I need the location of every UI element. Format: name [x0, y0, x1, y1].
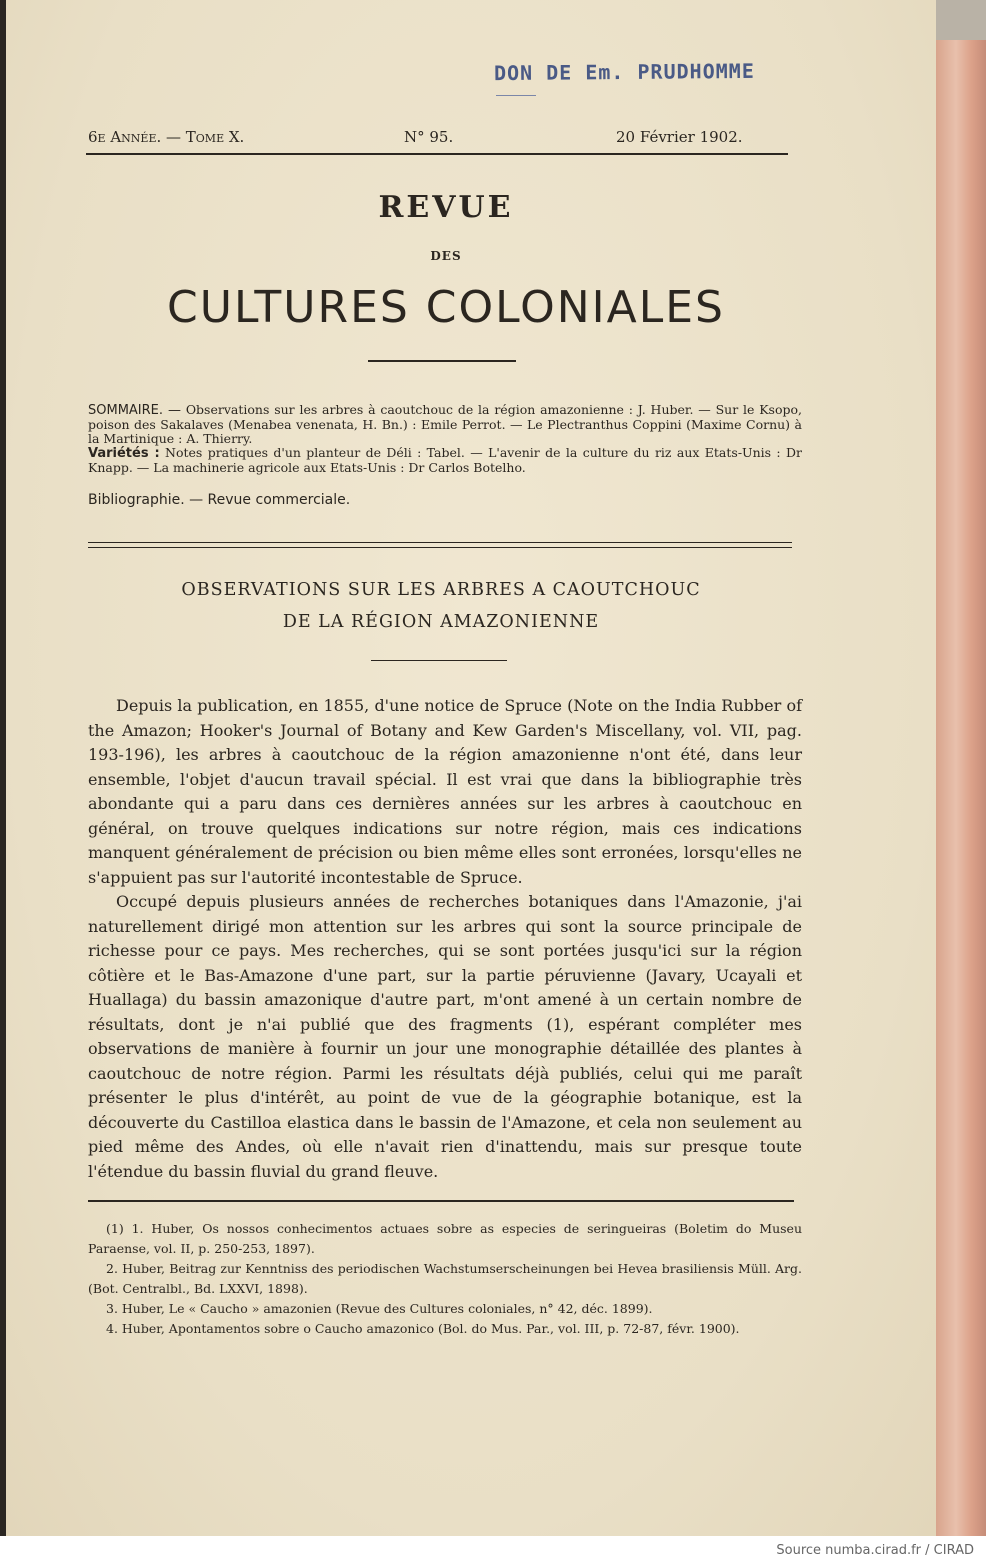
masthead-rule	[368, 360, 516, 362]
issue-number: N° 95.	[404, 128, 454, 146]
article-title-line1: OBSERVATIONS SUR LES ARBRES A CAOUTCHOUC	[181, 580, 701, 600]
varietes-text: Notes pratiques d'un planteur de Déli : Tabel. — L'avenir de la culture du riz aux Etats-Unis : Dr Knapp. — La machinerie agricole aux Etats-Unis : Dr Carlos Botelho.	[88, 445, 802, 475]
book-spine	[936, 0, 986, 1536]
bibliographie-line: Bibliographie. — Revue commerciale.	[88, 492, 351, 508]
donation-stamp: DON DE Em. PRUDHOMME	[493, 58, 755, 86]
masthead-des: DES	[430, 249, 462, 263]
sommaire-text: Observations sur les arbres à caoutchouc de la région amazonienne : J. Huber. — Sur le Ksopo, poison des Sakalaves (Menabea venenata, H. Bn.) : Emile Perrot. — Le Plectranthus Coppini (Maxime Cornu) à la Martinique : A. Thierry.	[88, 402, 802, 446]
footnote: 4. Huber, Apontamentos sobre o Caucho amazonico (Bol. do Mus. Par., vol. III, p. 72-87, févr. 1900).	[106, 1321, 740, 1336]
footnote: 3. Huber, Le « Caucho » amazonien (Revue des Cultures coloniales, n° 42, déc. 1899).	[106, 1301, 653, 1316]
table-of-contents	[88, 403, 802, 475]
article-body	[88, 694, 802, 1184]
masthead-title: CULTURES COLONIALES	[167, 282, 725, 333]
masthead-revue: REVUE	[378, 190, 514, 225]
sommaire-label: SOMMAIRE. —	[88, 403, 181, 418]
section-rule-top	[88, 542, 792, 543]
article-paragraph: Depuis la publication, en 1855, d'une notice de Spruce (Note on the India Rubber of the Amazon; Hooker's Journal of Botany and Kew Garden's Miscellany, vol. VII, pag. 193-196), les arbres à caoutchouc de la région amazonienne n'ont été, dans leur ensemble, l'objet d'aucun travail spécial. Il est vrai que dans la bibliographie très abondante qui a paru dans ces dernières années sur les arbres à caoutchouc en général, on trouve quelques indications sur notre région, mais ces indications manquent généralement de précision ou bien même elles sont erronées, lorsqu'elles ne s'appuient pas sur l'autorité incontestable de Spruce.	[88, 696, 802, 887]
varietes-label: Variétés :	[88, 446, 160, 461]
footnote: 2. Huber, Beitrag zur Kenntniss des periodischen Wachstumserscheinungen bei Hevea brasiliensis Müll. Arg. (Bot. Centralbl., Bd. LXXVI, 1898).	[88, 1261, 802, 1296]
article-title-line2: DE LA RÉGION AMAZONIENNE	[282, 612, 600, 632]
issue-date: 20 Février 1902.	[616, 128, 743, 146]
article-paragraph: Occupé depuis plusieurs années de recherches botaniques dans l'Amazonie, j'ai naturellement dirigé mon attention sur les arbres qui sont la source principale de richesse pour ce pays. Mes recherches, qui se sont portées jusqu'ici sur la région côtière et le Bas-Amazone d'une part, sur la partie péruvienne (Javary, Ucayali et Huallaga) du bassin amazonique d'autre part, m'ont amené à un certain nombre de résultats, dont je n'ai publié que des fragments (1), espérant compléter mes observations de manière à fournir un jour une monographie détaillée des plantes à caoutchouc de notre région. Parmi les résultats déjà publiés, celui qui me paraît présenter le plus d'intérêt, au point de vue de la géographie botanique, est la découverte du Castilloa elastica dans le bassin de l'Amazone, et cela non seulement au pied même des Andes, où elle n'avait rien d'inattendu, mais sur presque toute l'étendue du bassin fluvial du grand fleuve.	[88, 892, 802, 1181]
document-page	[6, 0, 936, 1536]
book-spine-top	[936, 0, 986, 40]
source-credit: Source numba.cirad.fr / CIRAD	[776, 1543, 974, 1558]
issue-year-volume: 6e Année. — Tome X.	[88, 128, 245, 146]
stamp-mark	[496, 95, 536, 96]
footnote-rule	[88, 1200, 794, 1202]
footnotes	[88, 1219, 802, 1339]
section-rule-bottom	[88, 547, 792, 548]
article-title-rule	[371, 660, 507, 661]
footnote: (1) 1. Huber, Os nossos conhecimentos actuaes sobre as especies de seringueiras (Boletim do Museu Paraense, vol. II, p. 250-253, 1897).	[88, 1221, 802, 1256]
header-rule	[86, 153, 788, 155]
